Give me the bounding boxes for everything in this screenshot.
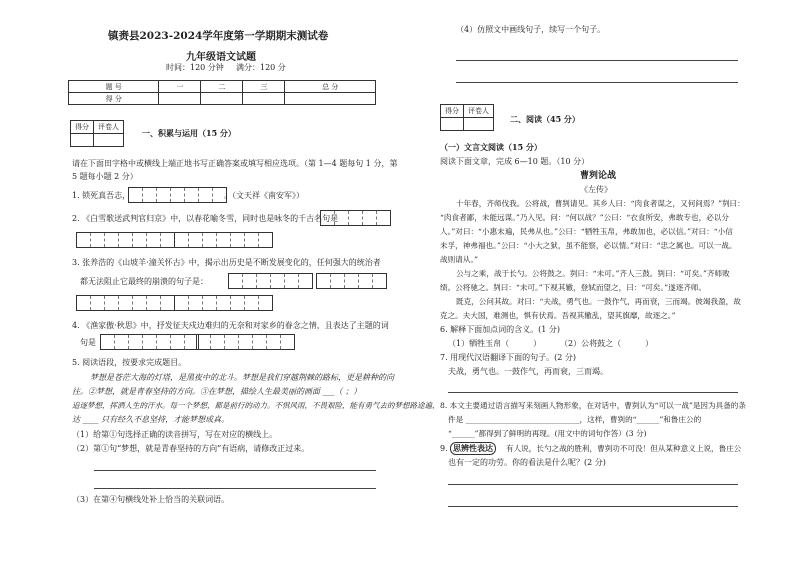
q7-sentence: 夫战，勇气也。一鼓作气，再而衰，三而竭。 bbox=[448, 367, 608, 376]
time-label: 时间：120 分钟 bbox=[166, 63, 224, 72]
article-line: 既克，公问其故。对曰：“夫战，勇气也。一鼓作气，再而衰，三而竭。彼竭我盈，故 bbox=[456, 297, 741, 306]
q3-answer-grid-a[interactable] bbox=[228, 273, 313, 289]
q8-text: 8. 本文主要通过语言描写来刻画人物形象，在对话中，曹刿认为“可以一战”是因为具备的条 bbox=[440, 401, 746, 410]
article-line: 战则请从。” bbox=[440, 255, 479, 264]
answer-line[interactable] bbox=[448, 392, 738, 393]
score-table bbox=[68, 80, 376, 105]
q2-answer-grid-b[interactable] bbox=[76, 232, 175, 248]
passage-line: 追逐梦想，挥洒人生的汗水。每一个梦想，都是前行的动力。不惧风雨，不畏艰险，能有勇气去的梦想路途遍， bbox=[72, 401, 440, 410]
answer-line[interactable] bbox=[94, 488, 376, 489]
score-cell: 总 分 bbox=[285, 81, 376, 93]
exam-title: 镇赉县2023-2024学年度第一学期期末测试卷 bbox=[108, 30, 329, 42]
q2-answer-grid-a[interactable] bbox=[320, 210, 391, 226]
answer-line[interactable] bbox=[94, 470, 376, 471]
q4-text: 4. 《渔家傲·秋思》中，抒发征夫戍边难归的无奈和对家乡的眷念之情，且表达了主题的词 bbox=[72, 321, 389, 330]
grader-score-input[interactable] bbox=[71, 134, 94, 147]
article-line: 公与之乘，战于长勺。公将鼓之。刿曰：“未可。”齐人三鼓。刿曰：“可矣。”齐师败 bbox=[456, 269, 730, 278]
subject-title: 九年级语文试题 bbox=[186, 52, 256, 63]
q4-answer-grid-a[interactable] bbox=[100, 334, 199, 350]
article-line: 人。”对曰：“小惠未遍，民弗从也。”公曰：“牺牲玉帛，弗敢加也，必以信。”对曰：“小信 bbox=[440, 227, 733, 236]
article-line: 十年春，齐师伐我。公将战，曹刿请见。其乡人曰：“肉食者谋之，又何间焉？”刿曰： bbox=[456, 199, 745, 208]
score-cell: 二 bbox=[201, 81, 243, 93]
grader-score-label: 得分 bbox=[71, 121, 94, 134]
grader-score-label: 得分 bbox=[441, 105, 464, 118]
q9-text: 也有一定的功劳。你的看法是什么呢？(2 分) bbox=[448, 458, 606, 467]
section2-title: 二、阅读（45 分） bbox=[510, 114, 580, 124]
q5-title: 5. 阅读语段，按要求完成题目。 bbox=[72, 358, 187, 367]
answer-line[interactable] bbox=[456, 82, 738, 83]
article-line: 未孚，神弗福也。”公曰：“小大之狱，虽不能察，必以情。”对曰：“忠之属也。可以一战。 bbox=[440, 241, 737, 250]
grader-box-2 bbox=[440, 104, 494, 131]
score-input[interactable] bbox=[201, 93, 243, 105]
grader-box-1 bbox=[70, 120, 124, 147]
passage-line: 梦想是苍茫大海的灯塔，是黑夜中的北斗。梦想是我们穿越荆棘的路标，更是耕种的向 bbox=[90, 373, 394, 382]
q6-text: 6. 解释下面加点词的含义。(1 分) bbox=[440, 325, 561, 334]
article-source: 《左传》 bbox=[580, 185, 612, 194]
q9-number: 9. bbox=[440, 444, 448, 453]
score-label: 满分：120 分 bbox=[236, 63, 286, 72]
q6-2-text[interactable]: （2）公将鼓之（ ） bbox=[560, 339, 654, 348]
q3-text: 都无法阻止它最终的崩溃的句子是： bbox=[80, 277, 208, 286]
score-cell: 一 bbox=[159, 81, 201, 93]
answer-line[interactable] bbox=[456, 60, 738, 61]
q9-text: 有人说，长勺之战的胜利，曹刿功不可没！但从某种意义上说，鲁庄公 bbox=[506, 444, 742, 453]
q3-answer-grid-b[interactable] bbox=[316, 273, 387, 289]
grader-score-input[interactable] bbox=[441, 118, 464, 131]
q5-3-text: （3）在第④句横线处补上恰当的关联词语。 bbox=[72, 495, 230, 504]
score-input[interactable] bbox=[285, 93, 376, 105]
answer-line[interactable] bbox=[448, 484, 738, 485]
grader-name-label: 评卷人 bbox=[464, 105, 494, 118]
q8-text: 件是 ______________________________，这样，曹刿的“______”和鲁庄公的 bbox=[448, 415, 702, 424]
section1-title: 一、积累与运用（15 分） bbox=[142, 128, 236, 138]
answer-line[interactable] bbox=[448, 506, 738, 507]
q3-text: 3. 张养浩的《山坡羊·潼关怀古》中，揭示出历史是不断发展变化的，任何强大的统治者 bbox=[72, 258, 381, 267]
grader-name-input[interactable] bbox=[94, 134, 124, 147]
score-cell: 题 号 bbox=[69, 81, 159, 93]
grader-name-input[interactable] bbox=[464, 118, 494, 131]
passage-line: 达 ____ 只有经久不息坚持，才能梦想成真。 bbox=[72, 415, 230, 424]
score-cell: 得 分 bbox=[69, 93, 159, 105]
section1-intro: 请在下面田字格中或横线上端正地书写正确答案或填写相应选项。（第 1—4 题每句 1 分，第 bbox=[72, 159, 398, 168]
q3-answer-grid-d[interactable] bbox=[174, 295, 273, 311]
score-input[interactable] bbox=[159, 93, 201, 105]
q9-tag: 思辨性表达 bbox=[450, 442, 496, 455]
q5-1-text: （1）给第①句选择正确的读音拼写，写在对应的横线上。 bbox=[72, 430, 278, 439]
score-cell: 三 bbox=[243, 81, 285, 93]
q3-answer-grid-c[interactable] bbox=[76, 295, 175, 311]
q1-source: 。（文天祥《南安军》） bbox=[224, 191, 304, 200]
article-title: 曹刿论战 bbox=[580, 171, 617, 181]
q5-2-text: （2）第①句“梦想，就是青春坚持的方向”有语病，请修改正过来。 bbox=[72, 444, 310, 453]
q7-text: 7. 用现代汉语翻译下面的句子。(2 分) bbox=[440, 353, 577, 362]
passage-line: 往。②梦想，就是青春坚持的方向。③在梦想，描绘人生最美丽的画面 ___（ ；） bbox=[72, 387, 362, 396]
q1-answer-grid[interactable] bbox=[128, 187, 227, 203]
grader-name-label: 评卷人 bbox=[94, 121, 124, 134]
q4-text: 句是 bbox=[80, 338, 96, 347]
article-line: 绩。公将驰之。刿曰：“未可。”下视其辙，登轼而望之，曰：“可矣。”遂逐齐师。 bbox=[440, 283, 707, 292]
article-line: “肉食者鄙，未能远谋。”乃入见。问：“何以战？”公曰：“衣食所安，弗敢专也，必以分 bbox=[440, 213, 729, 222]
q4-answer-grid-b[interactable] bbox=[196, 334, 295, 350]
q2-text: 2. 《白雪歌送武判官归京》中，以春花喻冬雪，同时也是咏冬的千古名句是 bbox=[72, 214, 339, 223]
sub1-intro: 阅读下面文章，完成 6—10 题。（10 分） bbox=[440, 157, 590, 166]
q4-imitate-text: （4）仿照文中画线句子，续写一个句子。 bbox=[456, 25, 606, 34]
section1-intro: 5 题每小题 2 分） bbox=[72, 172, 138, 181]
article-line: 克之。夫大国，难测也，惧有伏焉。吾视其辙乱，望其旗靡，故逐之。” bbox=[440, 311, 676, 320]
q8-text: “______”都得到了鲜明的再现。(用文中的词句作答）(3 分) bbox=[448, 429, 647, 438]
score-input[interactable] bbox=[243, 93, 285, 105]
q1-text: 1. 锁死真吾志， bbox=[72, 191, 131, 200]
q2-answer-grid-c[interactable] bbox=[174, 232, 273, 248]
sub1-title: （一）文言文阅读（15 分） bbox=[440, 142, 542, 152]
q6-1-text[interactable]: （1）牺牲玉帛（ ） bbox=[448, 339, 542, 348]
